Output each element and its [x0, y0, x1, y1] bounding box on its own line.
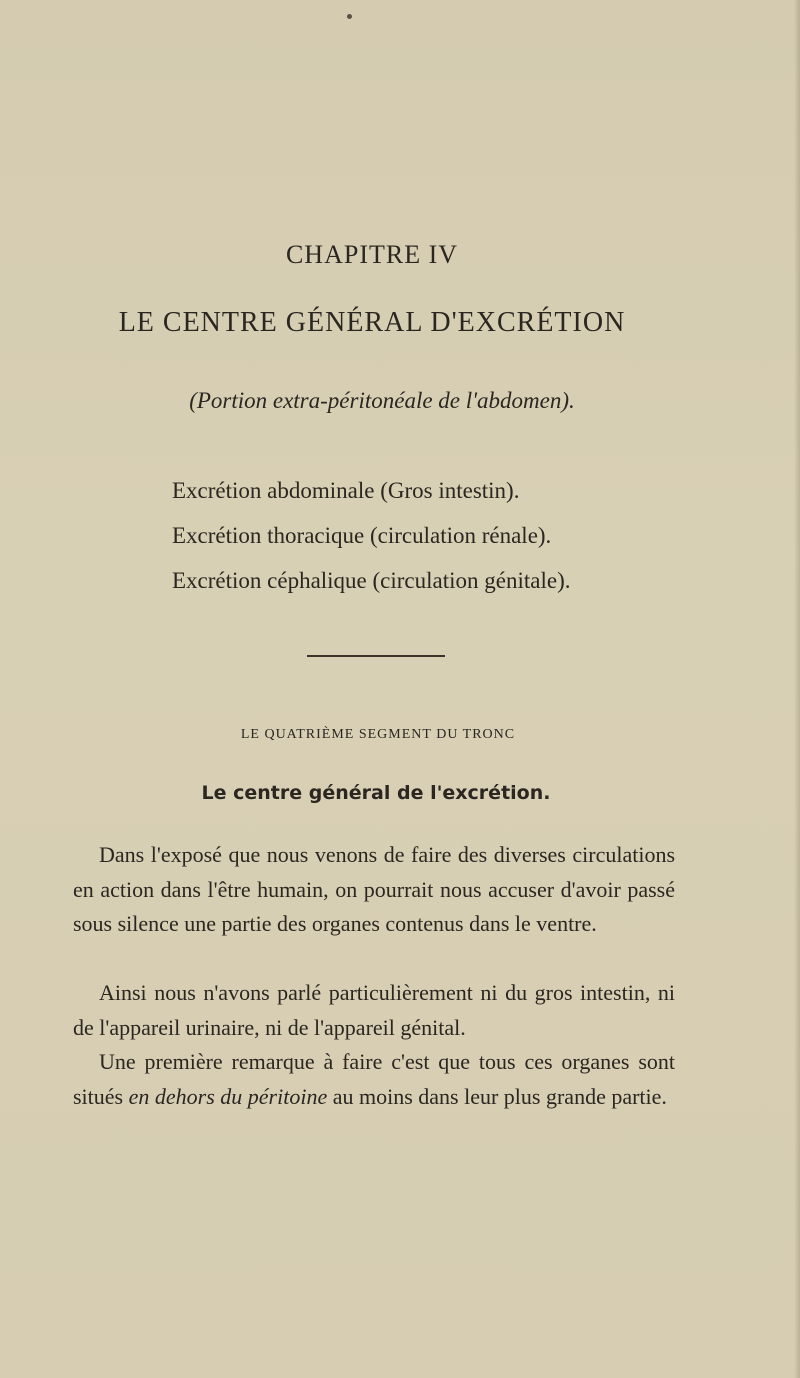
paragraph-3-text-end: au moins dans leur plus grande partie. — [327, 1083, 667, 1109]
section-label: LE QUATRIÈME SEGMENT DU TRONC — [240, 727, 516, 742]
section-heading: Le centre général de l'excrétion. — [201, 782, 551, 804]
printer-mark — [347, 14, 352, 19]
chapter-number: CHAPITRE IV — [285, 240, 459, 269]
chapter-title: LE CENTRE GÉNÉRAL D'EXCRÉTION — [118, 307, 626, 338]
paragraph-3-emphasis: en dehors du péritoine — [128, 1083, 328, 1109]
chapter-subtitle: (Portion extra-péritonéale de l'abdomen). — [189, 388, 575, 413]
paragraph-3 — [73, 1045, 675, 1114]
section-divider — [307, 655, 445, 657]
paragraph-2: Ainsi nous n'avons parlé particulièrement ni du gros intestin, ni de l'appareil urinaire, ni de l'appareil génital. — [73, 980, 675, 1040]
toc-item-cephalic: Excrétion céphalique (circulation génitale). — [172, 568, 571, 593]
toc-item-abdominal: Excrétion abdominale (Gros intestin). — [172, 478, 520, 503]
paragraph-3-text-start: Une première remarque à faire c'est que tous ces organes sont situés — [73, 1049, 675, 1109]
toc-item-thoracic: Excrétion thoracique (circulation rénale). — [172, 523, 552, 548]
paragraph-1: Dans l'exposé que nous venons de faire des diverses circulations en action dans l'être humain, on pourrait nous accuser d'avoir passé sous silence une partie des organes contenus dans le ventre. — [73, 842, 675, 936]
